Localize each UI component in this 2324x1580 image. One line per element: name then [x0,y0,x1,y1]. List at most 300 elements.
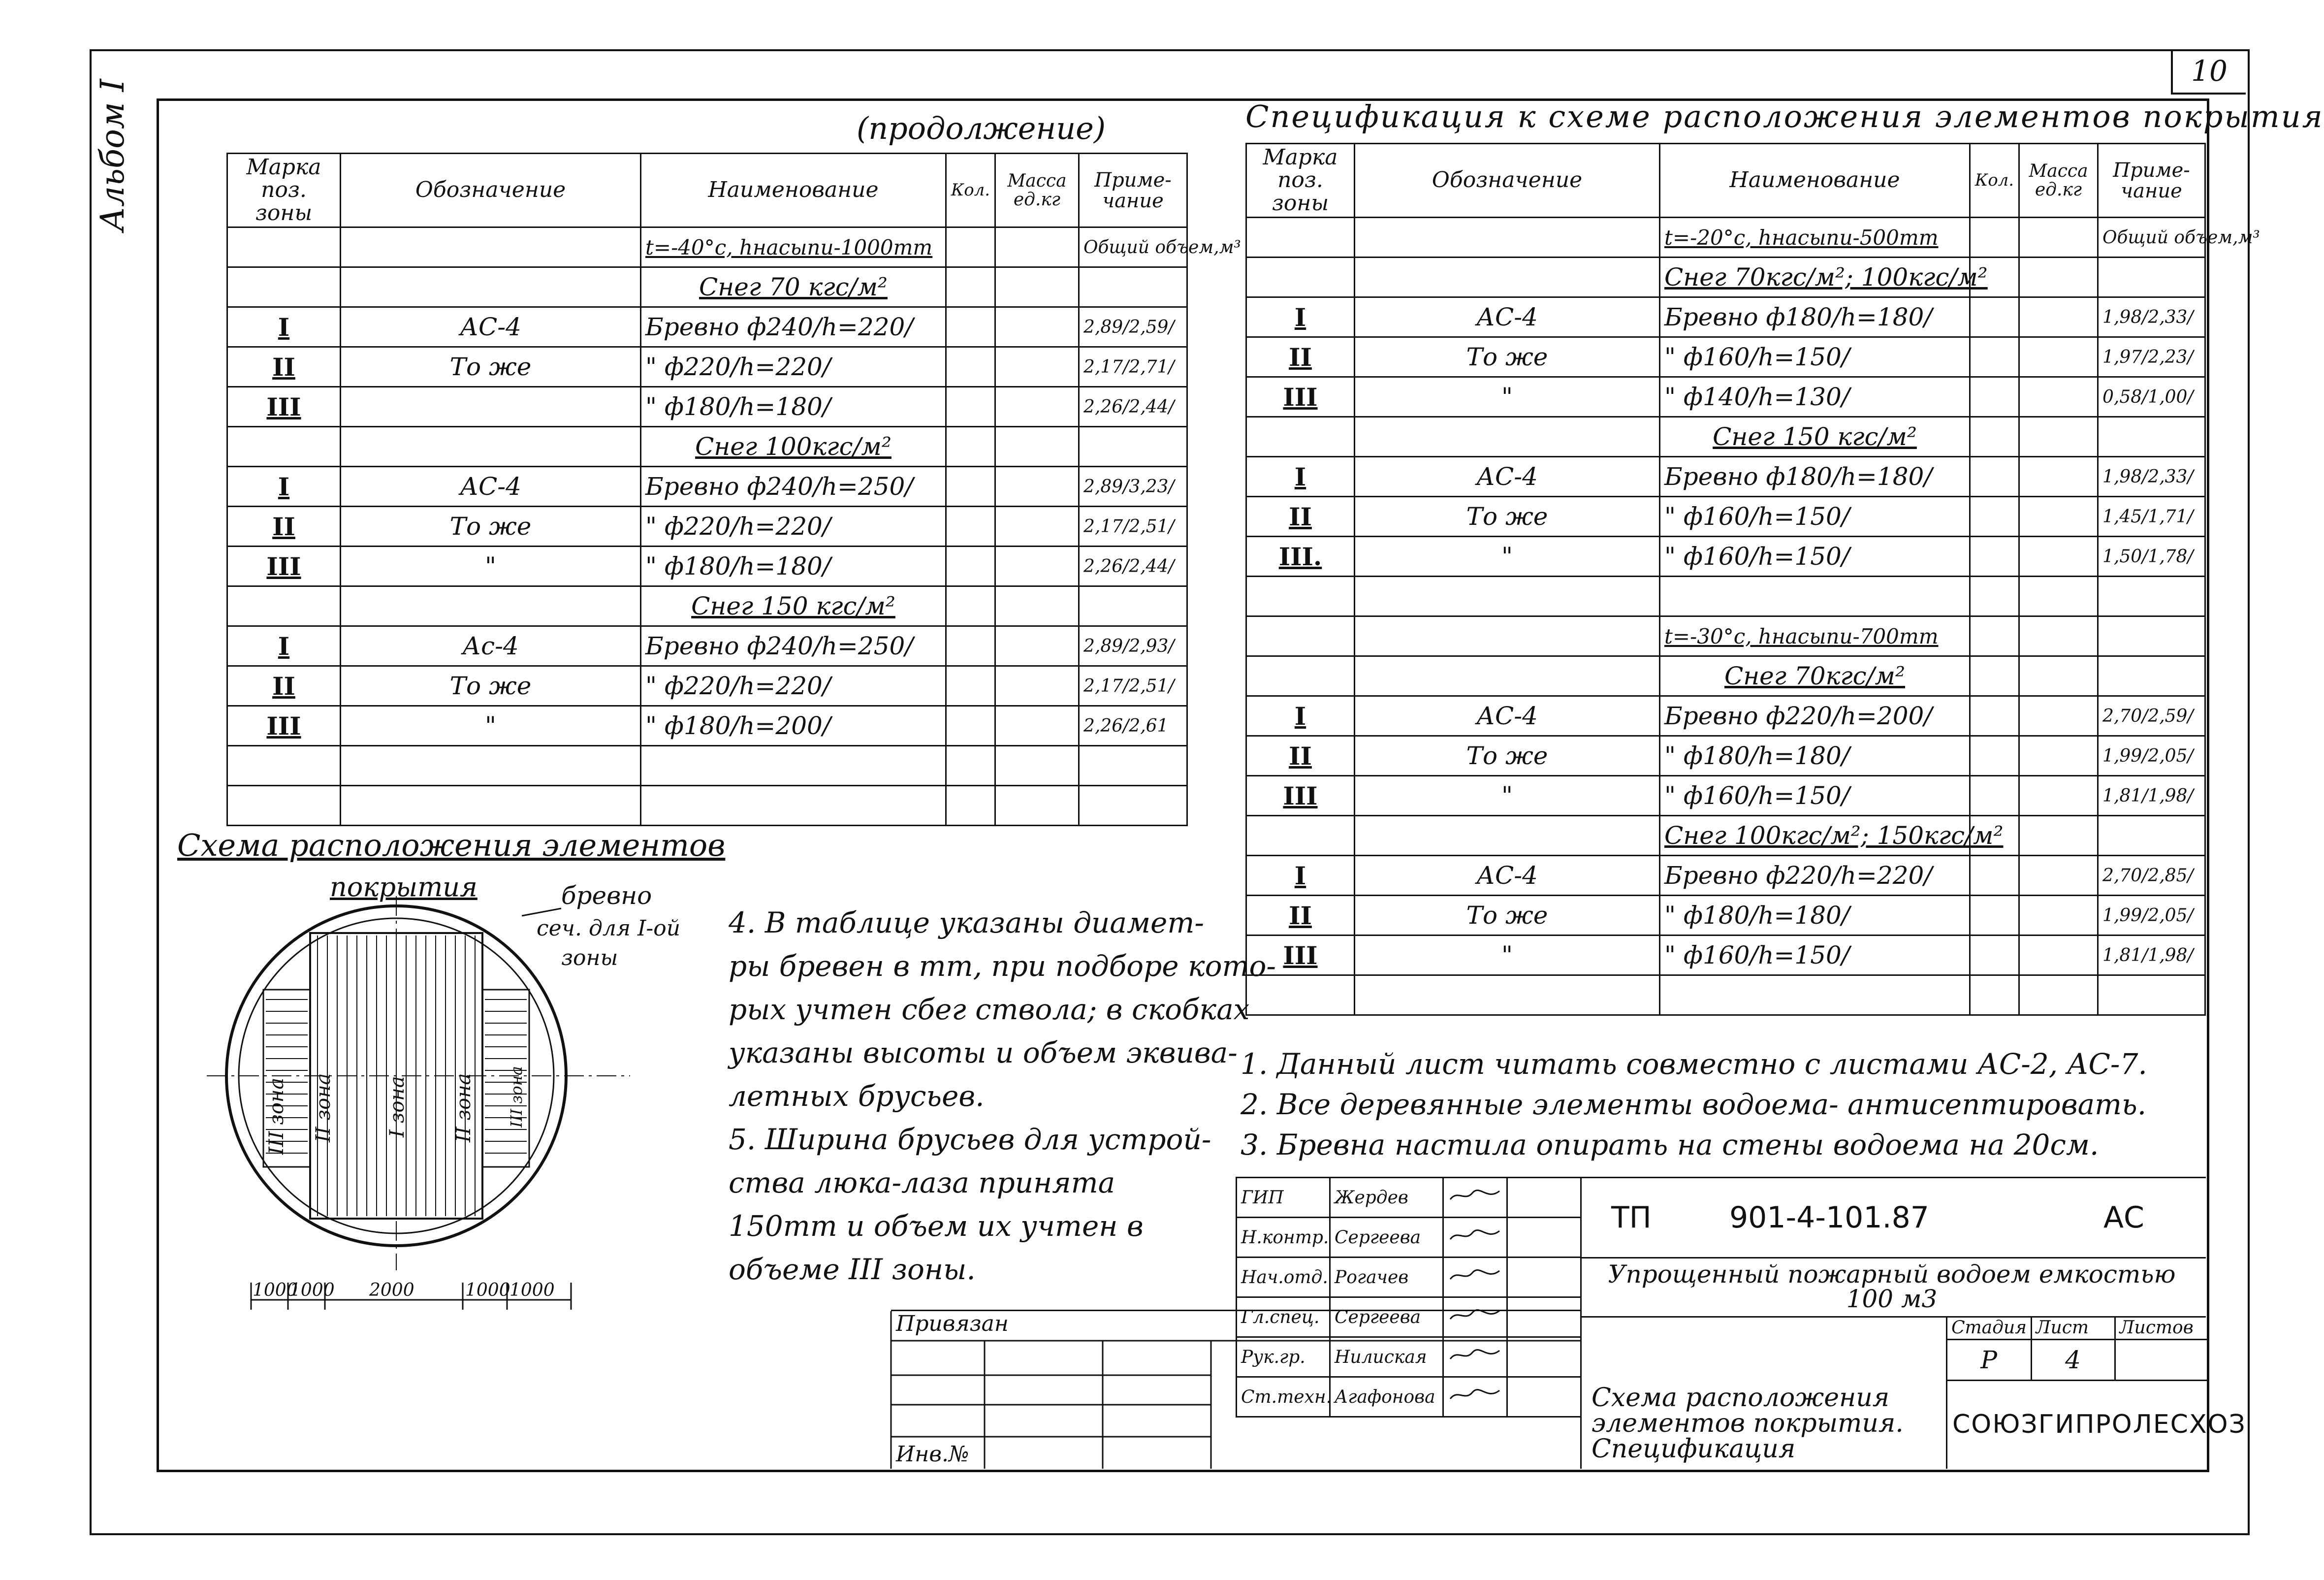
table-cell [1970,736,2019,776]
left-table-body [227,227,1241,826]
dimension-label: 1000 [465,1280,510,1300]
table-cell [1970,577,2019,616]
table-cell: Бревно ф240/h=250/ [641,626,946,666]
table-header-row [1246,144,2205,218]
table-cell [1970,856,2019,896]
table-cell [995,626,1079,666]
table-cell [1970,417,2019,457]
table-cell: " ф180/h=180/ [1660,896,1970,935]
dimension-label: 1000 [253,1280,298,1300]
table-cell [995,786,1079,826]
table-cell [1079,267,1187,307]
table-cell [2098,656,2205,696]
stamp-signature [1443,1258,1507,1297]
table-cell: АС-4 [1355,856,1660,896]
table-cell [2019,656,2098,696]
stage-table [1947,1316,2207,1381]
note-line: ства люка-лаза принята [729,1166,1115,1199]
table-cell [341,267,641,307]
privyazan-grid [891,1311,1580,1469]
table-cell [641,746,946,786]
title-block [891,1177,2246,1470]
table-cell [227,427,341,467]
table-cell: 2,89/3,23/ [1079,467,1187,507]
note-line: указаны высоты и объем эквива- [729,1036,1238,1069]
table-cell: То же [341,666,641,706]
table-cell [946,746,995,786]
table-cell: II [227,347,341,387]
table-cell [2019,856,2098,896]
table-cell: 2,26/2,44/ [1079,547,1187,586]
table-cell [995,547,1079,586]
zone-label: III зона [507,1066,526,1128]
table-cell: " ф220/h=220/ [641,347,946,387]
stamp-name: Агафонова [1330,1377,1443,1417]
table-cell: То же [1355,896,1660,935]
stamp-date [1507,1218,1581,1258]
table-cell: То же [1355,736,1660,776]
table-row [1246,337,2205,377]
table-cell [995,427,1079,467]
table-row [1246,377,2205,417]
table-cell [1970,776,2019,816]
table-cell [1246,577,1355,616]
stamp-role: ГИП [1237,1178,1330,1218]
table-cell: АС-4 [341,467,641,507]
table-cell [341,427,641,467]
table-header-row [227,154,1187,227]
stamp-name: Жердев [1330,1178,1443,1218]
table-cell [341,227,641,267]
table-cell: " [1355,537,1660,577]
table-cell [1970,218,2019,258]
table-cell [1079,786,1187,826]
table-cell: " [1355,377,1660,417]
table-cell: Бревно ф220/h=220/ [1660,856,1970,896]
notes-right [1241,1044,2147,1165]
table-cell: t=-40°c, hнасыпи-1000mm [641,227,946,267]
cover-scheme-drawing [207,886,630,1320]
table-cell [2098,975,2205,1015]
table-cell: Общий объем,м³ [2098,218,2205,258]
table-cell [341,586,641,626]
table-cell: Снег 70 кгс/м² [641,267,946,307]
table-cell [1970,337,2019,377]
table-cell [995,267,1079,307]
stamp-role: Нач.отд. [1237,1258,1330,1297]
table-row [1246,497,2205,537]
table-cell [995,666,1079,706]
table-row [227,706,1187,746]
table-cell [946,227,995,267]
table-row [1246,896,2205,935]
table-cell [227,746,341,786]
sheet-value: 4 [2031,1340,2115,1381]
table-cell: 1,99/2,05/ [2098,736,2205,776]
table-cell: " ф160/h=150/ [1660,935,1970,975]
table-cell [1970,896,2019,935]
table-cell: 2,70/2,59/ [2098,696,2205,736]
table-cell [2098,816,2205,856]
dimension-label: 2000 [369,1280,414,1300]
table-cell: То же [341,347,641,387]
table-cell [641,786,946,826]
table-cell: I [1246,457,1355,497]
table-cell [1079,427,1187,467]
table-cell: 1,81/1,98/ [2098,935,2205,975]
table-cell: Снег 70кгс/м² [1660,656,1970,696]
table-cell [227,586,341,626]
table-cell [1355,258,1660,297]
zone-label: I зона [386,1076,409,1137]
table-cell [1246,258,1355,297]
note-line: 1. Данный лист читать совместно с листами АС-2, АС-7. [1241,1047,2147,1081]
stage-label: Стадия [1947,1316,2031,1340]
table-cell: III [1246,935,1355,975]
table-row [227,467,1187,507]
table-cell: " ф160/h=150/ [1660,497,1970,537]
table-cell [946,467,995,507]
table-cell: 2,17/2,51/ [1079,507,1187,547]
table-row [1246,417,2205,457]
table-cell: 2,17/2,71/ [1079,347,1187,387]
table-cell: 1,98/2,33/ [2098,297,2205,337]
table-cell: То же [341,507,641,547]
table-cell [1355,616,1660,656]
object-title: Упрощенный пожарный водоем емкостью 100 м3 [1608,1260,2176,1313]
left-spec-table [226,153,1241,826]
table-cell [946,267,995,307]
project-code: 901-4-101.87 [1729,1200,1929,1235]
table-cell: Бревно ф240/h=250/ [641,467,946,507]
table-cell [946,706,995,746]
table-cell: t=-20°c, hнасыпи-500mm [1660,218,1970,258]
table-row [1246,736,2205,776]
table-row [227,586,1187,626]
table-row [1246,457,2205,497]
table-row [227,666,1187,706]
stamp-role: Рук.гр. [1237,1337,1330,1377]
stamp-row [1237,1218,1581,1258]
table-row [1246,935,2205,975]
table-cell: " ф140/h=130/ [1660,377,1970,417]
table-cell: Бревно ф180/h=180/ [1660,457,1970,497]
sheet-title: Схема расположения элементов покрытия. Спецификация [1592,1383,1904,1464]
note-line: 150mm и объем их учтен в [729,1209,1144,1243]
table-row [227,267,1187,307]
column-header: Приме-чание [1079,154,1187,227]
table-row [227,427,1187,467]
note-line: летных брусьев. [729,1079,985,1113]
table-row [227,746,1187,786]
right-table-caption: Спецификация к схеме расположения элементов покрытия [1245,98,2324,134]
stage-box [1946,1316,2246,1469]
table-cell: " [341,706,641,746]
table-cell [1246,218,1355,258]
column-header: Наименование [1660,144,1970,218]
table-cell [2019,497,2098,537]
table-cell [995,347,1079,387]
table-cell [2019,537,2098,577]
table-cell [341,786,641,826]
table-cell [946,307,995,347]
stamp-role: Н.контр. [1237,1218,1330,1258]
table-row [1246,258,2205,297]
column-header: Приме-чание [2098,144,2205,218]
table-cell [1079,746,1187,786]
table-cell [2019,616,2098,656]
table-cell [2098,417,2205,457]
dimension-label: 1000 [509,1280,555,1300]
table-row [1246,297,2205,337]
table-row [1246,816,2205,856]
zone-label: III зона [265,1077,288,1155]
table-cell [1660,577,1970,616]
stamp-signature [1443,1218,1507,1258]
table-cell: III [227,706,341,746]
table-cell: То же [1355,337,1660,377]
table-cell: 1,50/1,78/ [2098,537,2205,577]
callout-label-3: зоны [561,945,618,970]
table-cell [2019,935,2098,975]
stamp-role: Ст.техн. [1237,1377,1330,1417]
column-header: Наименование [641,154,946,227]
table-cell [2019,337,2098,377]
right-table-body [1246,218,2260,1015]
table-cell: 2,26/2,61 [1079,706,1187,746]
stamp-name: Сергеева [1330,1218,1443,1258]
table-cell [2019,258,2098,297]
stamp-name: Нилиская [1330,1337,1443,1377]
table-row [1246,616,2205,656]
table-cell: АС-4 [1355,297,1660,337]
table-row [227,507,1187,547]
table-cell [995,586,1079,626]
note-line: 4. В таблице указаны диамет- [729,906,1204,939]
table-cell [2098,577,2205,616]
column-header: Кол. [946,154,995,227]
right-spec-table [1245,143,2260,1016]
table-cell [227,267,341,307]
table-row [227,387,1187,427]
table-cell: 1,98/2,33/ [2098,457,2205,497]
table-cell [946,507,995,547]
table-row [1246,856,2205,896]
table-cell [2019,218,2098,258]
table-cell: То же [1355,497,1660,537]
scheme-title: Схема расположения элементов [177,827,726,863]
table-cell [2019,577,2098,616]
table-cell: " ф180/h=180/ [641,387,946,427]
table-cell: II [1246,337,1355,377]
stage-value: Р [1947,1340,2031,1381]
table-cell [2019,816,2098,856]
table-cell: 1,45/1,71/ [2098,497,2205,537]
code-row [1582,1178,2206,1258]
table-row [227,307,1187,347]
table-cell [995,387,1079,427]
table-row [1246,577,2205,616]
table-cell [1970,975,2019,1015]
table-row [227,347,1187,387]
note-line: ры бревен в mm, при подборе кото- [729,949,1276,983]
table-cell: " ф220/h=220/ [641,666,946,706]
table-cell: III [1246,776,1355,816]
table-cell [946,586,995,626]
table-row [227,786,1187,826]
table-cell [2019,417,2098,457]
table-cell [946,547,995,586]
table-cell: " ф180/h=180/ [641,547,946,586]
table-cell: " ф160/h=150/ [1660,337,1970,377]
table-cell: " ф180/h=180/ [1660,736,1970,776]
privyazan-area [891,1310,1580,1469]
table-cell [1355,656,1660,696]
table-cell [1079,586,1187,626]
table-cell [341,746,641,786]
table-cell [2019,696,2098,736]
table-cell [2019,896,2098,935]
table-cell: 0,58/1,00/ [2098,377,2205,417]
table-cell [2019,297,2098,337]
table-cell: 1,97/2,23/ [2098,337,2205,377]
table-cell [2098,258,2205,297]
table-cell [1970,696,2019,736]
organization: СОЮЗГИПРОЛЕСХОЗ [1952,1410,2246,1439]
table-cell [1970,297,2019,337]
table-cell: 2,89/2,93/ [1079,626,1187,666]
main-stamp [1580,1177,2246,1469]
table-cell: I [1246,696,1355,736]
note-line: объеме III зоны. [729,1253,976,1286]
table-row [227,626,1187,666]
table-cell: 2,17/2,51/ [1079,666,1187,706]
table-cell [1246,656,1355,696]
table-row [1246,696,2205,736]
stamp-role: Гл.спец. [1237,1297,1330,1337]
table-cell [2019,975,2098,1015]
table-cell: 2,89/2,59/ [1079,307,1187,347]
table-cell [995,746,1079,786]
table-cell [1355,577,1660,616]
stamp-row [1237,1178,1581,1218]
table-cell: Общий объем,м³ [1079,227,1187,267]
table-cell: I [1246,297,1355,337]
zone-label: II зона [452,1073,475,1142]
callout-label-2: сеч. для I-ой [537,916,681,941]
left-table-caption: (продолжение) [857,110,1106,146]
table-cell [1355,975,1660,1015]
table-cell [1970,537,2019,577]
table-cell: Снег 150 кгс/м² [1660,417,1970,457]
sheet-label: Лист [2031,1316,2115,1340]
table-cell [1970,656,2019,696]
table-cell: III. [1246,537,1355,577]
table-cell [946,666,995,706]
table-cell [227,786,341,826]
table-cell [341,387,641,427]
stamp-date [1507,1258,1581,1297]
table-cell [995,227,1079,267]
table-cell: АС-4 [1355,696,1660,736]
table-cell: 2,26/2,44/ [1079,387,1187,427]
table-cell [946,626,995,666]
sheets-value [2115,1340,2207,1381]
table-cell [1355,218,1660,258]
table-cell: Бревно ф240/h=220/ [641,307,946,347]
note-line: 5. Ширина брусьев для устрой- [729,1123,1211,1156]
table-cell: " [1355,935,1660,975]
column-header: Марка поз. зоны [227,154,341,227]
table-cell: II [1246,896,1355,935]
table-cell [1970,457,2019,497]
table-cell: 1,81/1,98/ [2098,776,2205,816]
table-cell [1355,816,1660,856]
column-header: Марка поз. зоны [1246,144,1355,218]
table-cell [2019,377,2098,417]
table-cell [1355,417,1660,457]
column-header: Кол. [1970,144,2019,218]
table-cell: II [227,507,341,547]
table-cell [2019,736,2098,776]
table-cell [2098,616,2205,656]
table-row [1246,975,2205,1015]
sheets-label: Листов [2115,1316,2207,1340]
table-row [1246,218,2205,258]
table-cell: 2,70/2,85/ [2098,856,2205,896]
album-label: Альбом I [94,79,131,231]
inv-label: Инв.№ [896,1442,969,1467]
table-row [227,227,1187,267]
column-header: Масса ед.кг [995,154,1079,227]
table-cell [1970,935,2019,975]
table-cell: II [227,666,341,706]
table-cell: Снег 150 кгс/м² [641,586,946,626]
table-cell: " ф160/h=150/ [1660,537,1970,577]
table-cell: " ф180/h=200/ [641,706,946,746]
table-cell [1246,616,1355,656]
note-line: 2. Все деревянные элементы водоема- антисептировать. [1241,1088,2147,1121]
table-cell [1660,975,1970,1015]
table-row [1246,537,2205,577]
table-cell: III [1246,377,1355,417]
callout-label-1: бревно [561,881,652,910]
privyazan-label: Привязан [896,1311,1009,1336]
table-cell: II [1246,736,1355,776]
sheet-number: 10 [2191,54,2228,88]
table-cell [2019,776,2098,816]
stamp-signature [1443,1178,1507,1218]
table-cell [1970,377,2019,417]
table-cell: t=-30°c, hнасыпи-700mm [1660,616,1970,656]
table-row [1246,776,2205,816]
column-header: Масса ед.кг [2019,144,2098,218]
table-cell [227,227,341,267]
table-cell: I [227,467,341,507]
table-cell [995,706,1079,746]
table-cell: Снег 70кгс/м²; 100кгс/м² [1660,258,1970,297]
dimension-label: 1000 [289,1280,335,1300]
table-cell: Ас-4 [341,626,641,666]
table-row [227,547,1187,586]
sheet-number-box [2171,49,2246,95]
stamp-row [1237,1258,1581,1297]
table-cell: I [1246,856,1355,896]
table-cell: " ф220/h=220/ [641,507,946,547]
table-cell: АС-4 [1355,457,1660,497]
table-cell: Снег 100кгс/м² [641,427,946,467]
table-cell [1970,616,2019,656]
